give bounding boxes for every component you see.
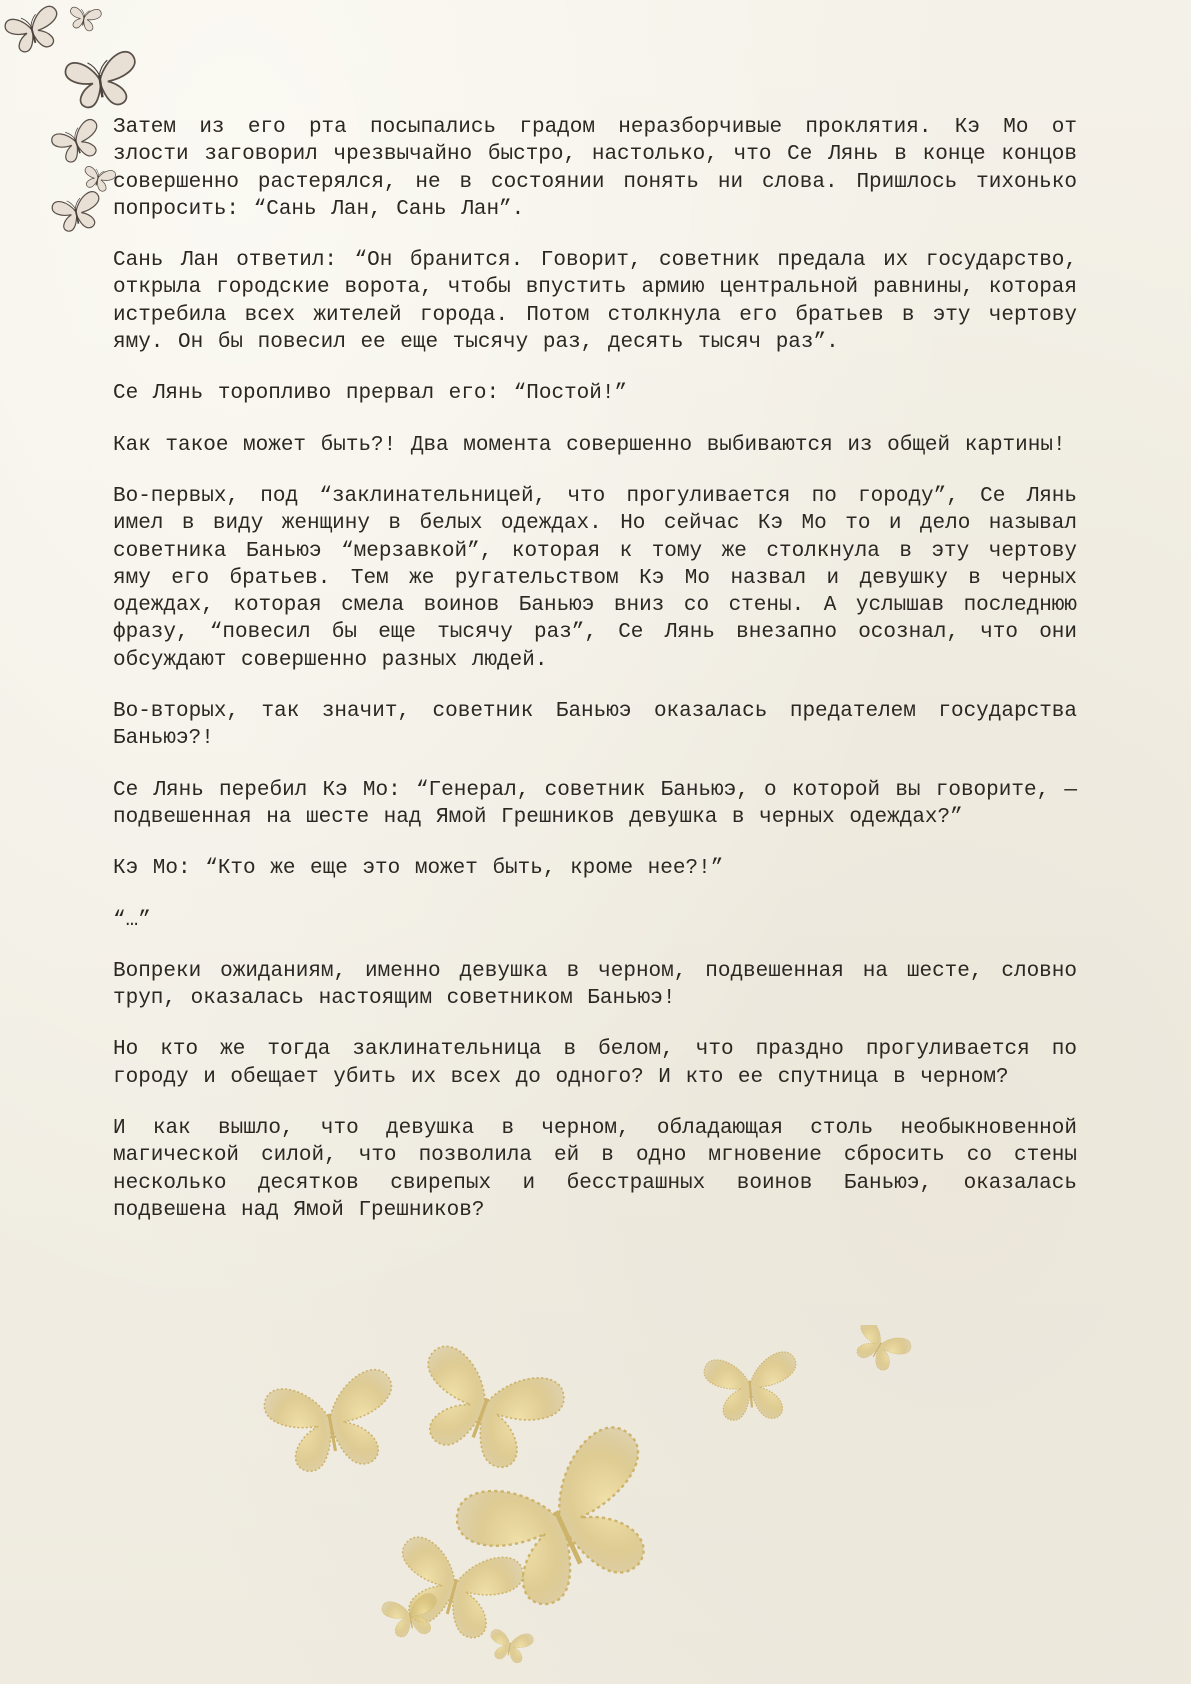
- paragraph: И как вышло, что девушка в черном, обладающая столь необыкновенной магической силой, что позволила ей в одно мгновение сбросить со стены несколько десятков свирепых и бесстрашных воинов Баньюэ, оказалась подвешена над Ямой Грешников?: [113, 1117, 1077, 1222]
- paragraph: Как такое может быть?! Два момента совершенно выбиваются из общей картины!: [113, 433, 1066, 457]
- paragraph: Сань Лан ответил: “Он бранится. Говорит, советник предала их государство, открыла городские ворота, чтобы впустить армию центральной равнины, которая истребила всех жителей города. Потом столкнула его братьев в эту чертову яму. Он бы повесил ее еще тысячу раз, десять тысяч раз”.: [113, 249, 1077, 355]
- paragraph: Вопреки ожиданиям, именно девушка в черном, подвешенная на шесте, словно труп, оказалась настоящим советником Баньюэ!: [113, 959, 1077, 1011]
- gold-glitter-butterflies-icon: [250, 1325, 950, 1665]
- paragraph: Но кто же тогда заклинательница в белом, что праздно прогуливается по городу и обещает убить их всех до одного? И кто ее спутница в черном?: [113, 1038, 1077, 1089]
- paragraph: “…”: [113, 908, 151, 932]
- paragraph: Кэ Мо: “Кто же еще это может быть, кроме нее?!”: [113, 857, 724, 881]
- paragraph: Се Лянь торопливо прервал его: “Постой!”: [113, 382, 628, 406]
- paragraph: Во-первых, под “заклинательницей, что прогуливается по городу”, Се Лянь имел в виду женщину в белых одеждах. Но сейчас Кэ Мо то и дело называл советника Баньюэ “мерзавкой”, которая к тому же столкнула в эту чертову яму его братьев. Тем же ругательством Кэ Мо назвал и девушку в черных одеждах, которая смела воинов Баньюэ вниз со стены. А услышав последнюю фразу, “повесил бы еще тысячу раз”, Се Лянь внезапно осознал, что они обсуждают совершенно разных людей.: [113, 484, 1077, 672]
- paragraph: Во-вторых, так значит, советник Баньюэ оказалась предателем государства Баньюэ?!: [113, 700, 1077, 751]
- paragraph: Се Лянь перебил Кэ Мо: “Генерал, советник Баньюэ, о которой вы говорите, — подвешенная на шесте над Ямой Грешников девушка в черных одеждах?”: [113, 778, 1077, 829]
- document-body: [113, 114, 1077, 1248]
- paragraph: Затем из его рта посыпались градом неразборчивые проклятия. Кэ Мо от злости заговорил чрезвычайно быстро, настолько, что Се Лянь в конце концов совершенно растерялся, не в состоянии понять ни слова. Пришлось тихонько попросить: “Сань Лан, Сань Лан”.: [113, 116, 1077, 221]
